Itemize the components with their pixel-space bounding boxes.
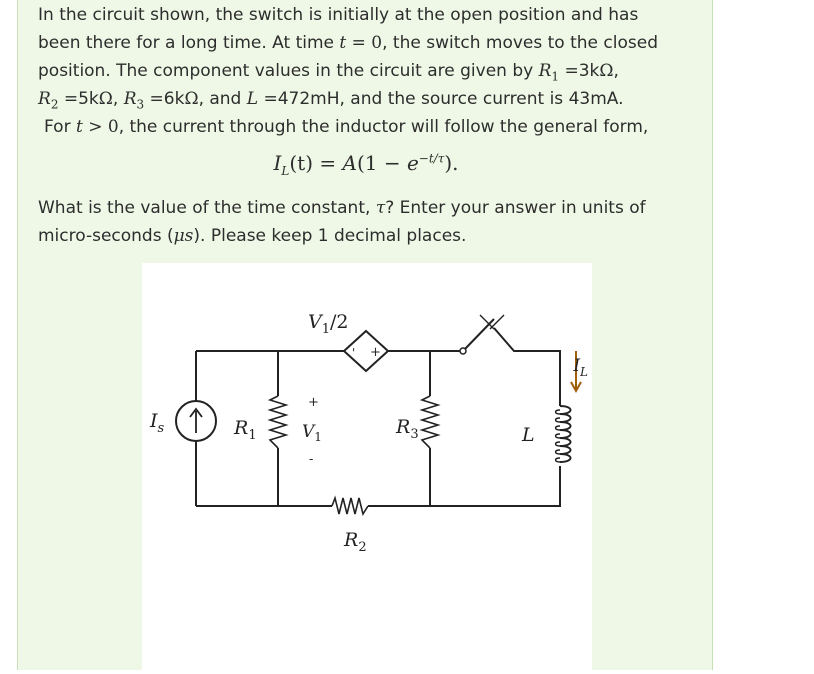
label-il: $I_L$ [573,356,588,379]
wire-bottom-right [430,466,560,506]
label-is: $I_s$ [150,410,165,436]
label-r3: $R_3$ [396,416,419,442]
label-l: L [522,424,535,446]
dependent-voltage-source [344,331,388,371]
label-r1: $R_1$ [234,417,257,443]
label-dep-minus: ' [352,346,356,360]
prompt-line-1: What is the value of the time constant, τ? Enter your answer in units of [38,198,646,218]
r1-zigzag [270,396,286,448]
problem-statement [38,1,698,141]
label-v1-plus: + [308,395,319,410]
inductor-current-formula: $I_L(t) = A(1 - e^{-t/\tau})$. [273,151,459,178]
label-r2: $R_2$ [344,529,367,555]
statement-line-1: In the circuit shown, the switch is initially at the open position and has [38,5,639,25]
inductor-coils [560,406,571,462]
statement-line-2: been there for a long time. At time t = 0, the switch moves to the closed [38,33,658,53]
statement-line-3: position. The component values in the circuit are given by $R_1 =3k\Omega$, [38,61,619,84]
switch-terminal [460,348,466,354]
statement-line-4: $R_2 =5k\Omega$, $R_3 =6k\Omega$, and L =472mH, and the source current is 43mA. [38,89,624,112]
r3-zigzag [422,396,438,448]
r2-zigzag [332,498,368,514]
inductor-coil-inner [556,410,561,462]
circuit-diagram [142,263,592,670]
prompt-line-2: micro-seconds (μs). Please keep 1 decimal places. [38,226,467,246]
circuit-svg [142,263,592,670]
label-v1-minus: - [309,452,314,467]
label-dep-plus: + [370,345,381,360]
switch-contact-wire [494,328,560,406]
label-v1: $V_1$ [302,422,322,444]
question-panel [17,0,713,670]
label-dependent-source: $V_1/2$ [308,311,349,337]
question-prompt [38,194,698,250]
statement-line-5: For t > 0, the current through the inductor will follow the general form, [44,117,649,137]
